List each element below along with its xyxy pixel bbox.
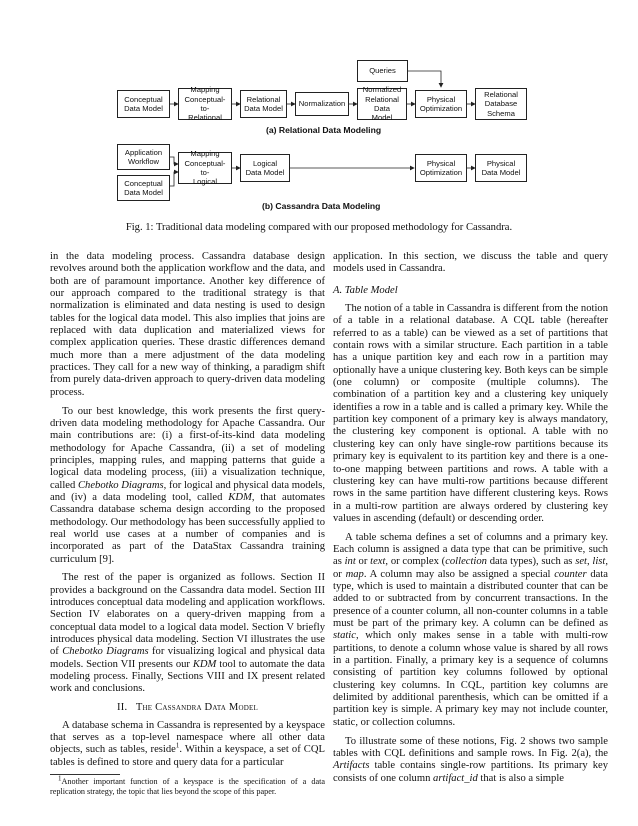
- physical-optimization-box-b: Physical Optimization: [415, 154, 467, 182]
- section-heading-ii: II. The Cassandra Data Model: [117, 702, 258, 714]
- mapping-conceptual-to-logical-box: Mapping Conceptual-to- Logical: [178, 152, 232, 184]
- right-paragraph-1: application. In this section, we discuss the table and query models used in Cassandra.: [333, 251, 608, 275]
- logical-data-model-box: Logical Data Model: [240, 154, 290, 182]
- subsection-heading-table-model: A. Table Model: [333, 284, 398, 296]
- subcaption-cassandra: (b) Cassandra Data Modeling: [262, 201, 381, 211]
- physical-data-model-box: Physical Data Model: [475, 154, 527, 182]
- relational-database-schema-box: Relational Database Schema: [475, 88, 527, 120]
- footnote: $^1$Another important function of a keyspace is the specification of a data replication strategy, the topic that lies beyond the scope of this paper.: [50, 774, 325, 796]
- arrow-conceptual-to-mapping-b: [170, 172, 178, 186]
- arrow-queries-to-optimization: [408, 71, 441, 87]
- left-paragraph-3: The rest of the paper is organized as follows. Section II provides a background on the Cassandra data model. Section III introduces conceptual data modeling and application workflows. Section IV elaborates on a query-driven mapping from a conceptual data model to a logical data model. Section V briefly introduces physical data modeling. Section VI illustrates the use of Chebotko Diagrams for visualizing logical and physical data models. Section VII presents our KDM tool to automate the data modeling process. Finally, Sections VIII and IX present related work and conclusions.: [50, 572, 325, 695]
- figure-1: [0, 0, 638, 245]
- normalized-relational-data-model-box: Normalized Relational Data Model: [357, 88, 407, 120]
- right-paragraph-2: The notion of a table in Cassandra is different from the notion of a table in a relational database. A CQL table (hereafter referred to as a table) can be viewed as a set of partitions that contain rows with a similar structure. Each partition in a table has a unique partition key and each row in a partition may optionally have a unique clustering key. Both keys can be simple (one column) or composite (multiple columns). The combination of a partition key and a clustering key uniquely identifies a row in a table and is called a primary key. While the partition key component of a primary key is always mandatory, the clustering key component is optional. A table with no clustering key can only have single-row partitions because its primary key is equivalent to its partition key and there is a one-to-one mapping between partitions and rows. A table with a clustering key can have multi-row partitions because different rows in the same partition have different clustering keys. Rows in a multi-row partition are always ordered by clustering key values in ascending (default) or descending order.: [333, 303, 608, 524]
- queries-box: Queries: [357, 60, 408, 82]
- application-workflow-box: Application Workflow: [117, 144, 170, 170]
- figure-caption: Fig. 1: Traditional data modeling compared with our proposed methodology for Cassandra.: [125, 222, 513, 233]
- left-paragraph-1: in the data modeling process. Cassandra database design revolves around both the application workflow and the data, and both are of paramount importance. Another key difference of our approach compared to the traditional strategy is that normalization is eliminated and data nesting is used to design tables for the logical data model. This also implies that joins are replaced with data duplication and materialized views for complex application queries. These drastic differences demand much more than a mere adjustment of the data modeling practices. They call for a new way of thinking, a paradigm shift from purely data-driven approach to query-driven data modeling process.: [50, 251, 325, 398]
- normalization-box: Normalization: [295, 92, 349, 116]
- left-paragraph-4: A database schema in Cassandra is represented by a keyspace that serves as a top-level namespace where all other data objects, such as tables, reside$^1$. Within a keyspace, a set of CQL tables is defined to store and query data for a particular: [50, 719, 325, 768]
- physical-optimization-box-a: Physical Optimization: [415, 90, 467, 118]
- left-paragraph-2: To our best knowledge, this work presents the first query-driven data modeling methodology for Apache Cassandra. Our main contributions are: (i) a first-of-its-kind data modeling methodology for Apache Cassandra, (ii) a set of modeling principles, mapping rules, and mapping patterns that guide a logical data modeling process, (iii) a visualization technique, called Chebotko Diagrams, for logical and physical data models, and (iv) a data modeling tool, called KDM, that automates Cassandra database schema design according to the proposed methodology. Our methodology has been successfully applied to real world use cases at a number of companies and is incorporated as part of the DataStax Cassandra training curriculum [9].: [50, 405, 325, 565]
- right-paragraph-3: A table schema defines a set of columns and a primary key. Each column is assigned a data type that can be primitive, such as int or text, or complex (collection data types), such as set, list, or map. A column may also be assigned a special counter data type, which is used to maintain a distributed counter that can be added to or subtracted from by concurrent transactions. In the presence of a counter column, all non-counter columns in a table must be part of the primary key. A column can be defined as static, which only makes sense in a table with multi-row partitions, to denote a column whose value is shared by all rows in a partition. Finally, a primary key is a sequence of columns consisting of partition key columns followed by optional clustering key columns. In CQL, partition key columns are delimited by additional parenthesis, which can be omitted if a partition key is simple. A primary key may not include counter, static, or collection columns.: [333, 531, 609, 728]
- subcaption-relational: (a) Relational Data Modeling: [266, 125, 382, 135]
- right-column: [333, 251, 608, 811]
- conceptual-data-model-box: Conceptual Data Model: [117, 90, 170, 118]
- left-column: [50, 251, 325, 768]
- relational-data-model-box: Relational Data Model: [240, 90, 287, 118]
- arrow-workflow-to-mapping: [170, 157, 178, 164]
- mapping-conceptual-to-relational-box: Mapping Conceptual-to- Relational: [178, 88, 232, 120]
- right-paragraph-4: To illustrate some of these notions, Fig. 2 shows two sample tables with CQL definitions and sample rows. In Fig. 2(a), the Artifacts table contains single-row partitions. Its primary key consists of one column artifact_id that is also a simple: [333, 735, 608, 784]
- conceptual-data-model-box-b: Conceptual Data Model: [117, 175, 170, 201]
